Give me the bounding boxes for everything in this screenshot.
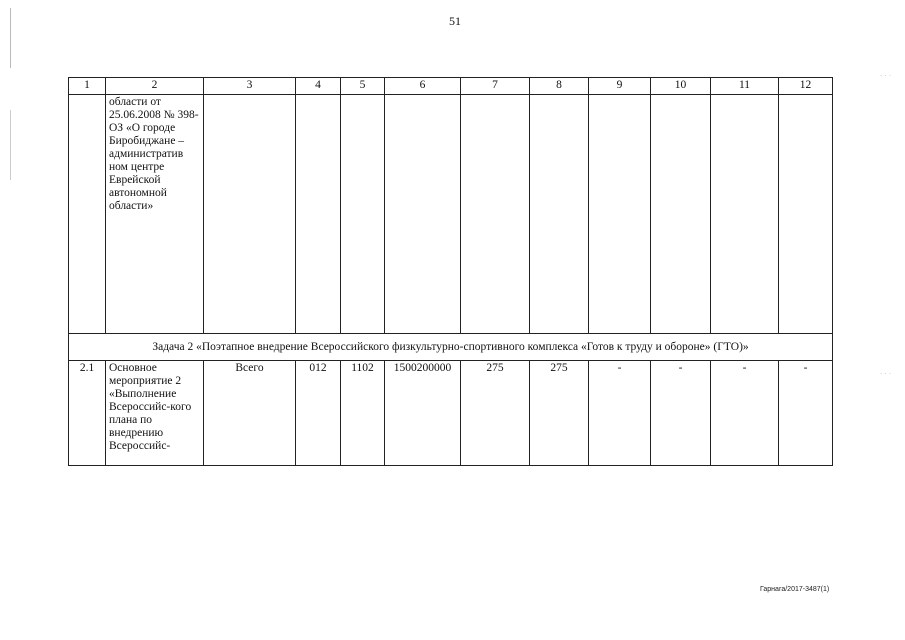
header-cell: 12 xyxy=(779,78,833,95)
task-title: Задача 2 «Поэтапное внедрение Всероссийского физкультурно-спортивного комплекса «Готов к труду и обороне» (ГТО)» xyxy=(69,334,833,361)
cell-empty xyxy=(69,95,106,334)
cell-value: - xyxy=(651,361,711,466)
header-cell: 4 xyxy=(296,78,341,95)
cell-value: 275 xyxy=(530,361,589,466)
cell-grbs: 012 xyxy=(296,361,341,466)
task-row xyxy=(69,334,833,361)
header-cell: 3 xyxy=(204,78,296,95)
cell-rzpr: 1102 xyxy=(341,361,385,466)
scan-mark: · · · xyxy=(880,72,892,80)
cell-value: 275 xyxy=(461,361,530,466)
header-cell: 9 xyxy=(589,78,651,95)
cell-empty xyxy=(651,95,711,334)
page-number: 51 xyxy=(449,14,461,28)
cell-source: Всего xyxy=(204,361,296,466)
cell-csr: 1500200000 xyxy=(385,361,461,466)
cell-empty xyxy=(779,95,833,334)
cell-name: Основное мероприятие 2 «Выполнение Всероссийс-кого плана по внедрению Всероссийс- xyxy=(106,361,204,466)
cell-empty xyxy=(530,95,589,334)
table-row xyxy=(69,361,833,466)
header-cell: 10 xyxy=(651,78,711,95)
cell-value: - xyxy=(779,361,833,466)
cell-name: области от 25.06.2008 № 398-ОЗ «О городе Биробиджане – административ ном центре Еврейской автономной области» xyxy=(106,95,204,334)
header-cell: 2 xyxy=(106,78,204,95)
cell-empty xyxy=(589,95,651,334)
scan-mark: · · · xyxy=(880,370,892,378)
margin-rule xyxy=(10,110,11,180)
header-cell: 5 xyxy=(341,78,385,95)
header-cell: 11 xyxy=(711,78,779,95)
cell-empty xyxy=(461,95,530,334)
cell-empty xyxy=(296,95,341,334)
cell-empty xyxy=(341,95,385,334)
header-row xyxy=(69,78,833,95)
cell-number: 2.1 xyxy=(69,361,106,466)
header-cell: 8 xyxy=(530,78,589,95)
cell-value: - xyxy=(589,361,651,466)
budget-table xyxy=(68,77,833,466)
document-code: Гарнага/2017-3487(1) xyxy=(760,586,830,593)
header-cell: 6 xyxy=(385,78,461,95)
cell-empty xyxy=(204,95,296,334)
header-cell: 1 xyxy=(69,78,106,95)
cell-value: - xyxy=(711,361,779,466)
cell-empty xyxy=(385,95,461,334)
cell-empty xyxy=(711,95,779,334)
table-row xyxy=(69,95,833,334)
header-cell: 7 xyxy=(461,78,530,95)
margin-rule xyxy=(10,8,11,68)
